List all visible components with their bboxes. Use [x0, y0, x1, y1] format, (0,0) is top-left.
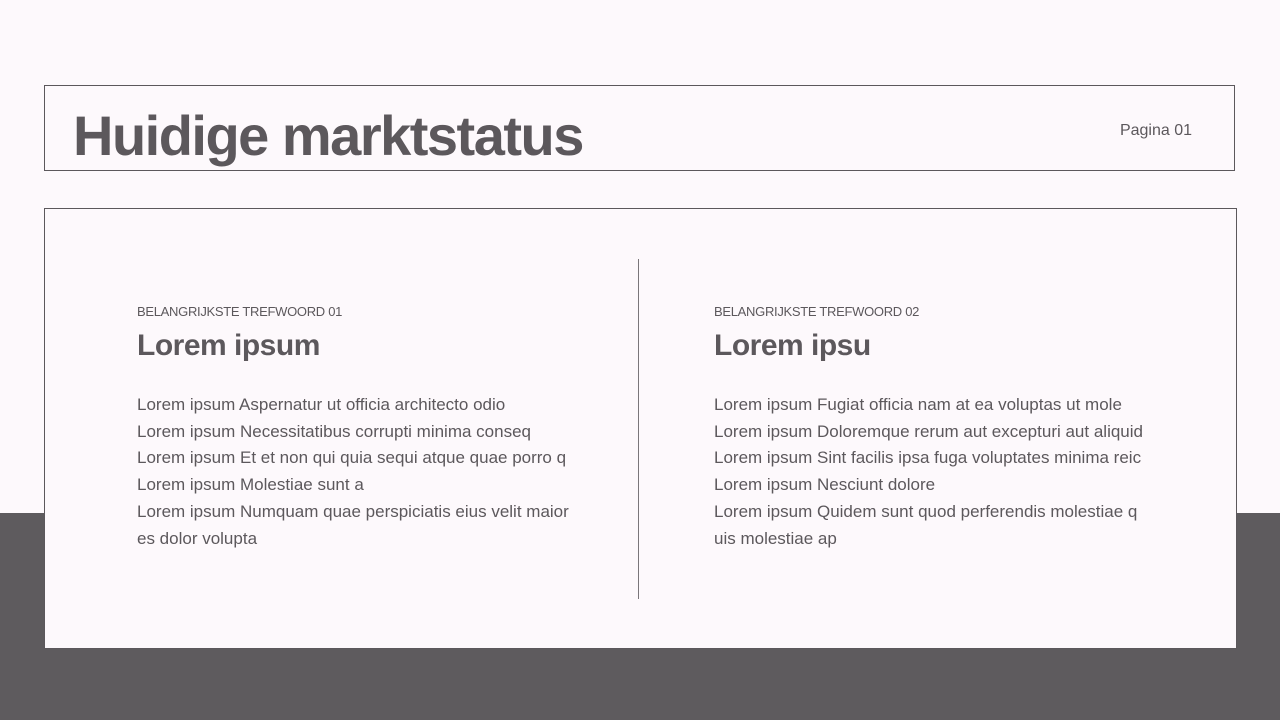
body-line: Lorem ipsum Aspernatur ut officia architecto odio [137, 395, 506, 414]
page-number: Pagina 01 [1119, 122, 1192, 139]
body-line: uis molestiae ap [714, 528, 837, 548]
body-line: Lorem ipsum Sint facilis ipsa fuga voluptates minima reic [714, 448, 1142, 468]
column-heading: Lorem ipsum [137, 329, 320, 362]
column-heading: Lorem ipsu [714, 329, 871, 362]
keyword-column-2 [714, 304, 1164, 552]
body-line: Lorem ipsum Quidem sunt quod perferendis molestiae q [714, 501, 1138, 521]
body-line: Lorem ipsum Doloremque rerum aut excepturi aut aliquid [714, 421, 1143, 441]
column-kicker: BELANGRIJKSTE TREFWOORD 02 [714, 304, 920, 319]
column-divider [638, 259, 639, 599]
body-line: Lorem ipsum Numquam quae perspiciatis eius velit maior [137, 501, 569, 521]
column-body-text [137, 392, 582, 552]
content-panel [44, 208, 1237, 649]
body-line: Lorem ipsum Necessitatibus corrupti minima conseq [137, 421, 531, 441]
body-line: Lorem ipsum Nesciunt dolore [714, 475, 936, 495]
column-body-text [714, 392, 1159, 552]
body-line: Lorem ipsum Molestiae sunt a [137, 475, 364, 495]
column-kicker: BELANGRIJKSTE TREFWOORD 01 [137, 304, 343, 319]
page-title: Huidige marktstatus [73, 104, 583, 167]
title-header-box [44, 85, 1235, 171]
body-line: Lorem ipsum Et et non qui quia sequi atque quae porro q [137, 448, 567, 468]
keyword-column-1 [137, 304, 587, 552]
body-line: Lorem ipsum Fugiat officia nam at ea voluptas ut mole [714, 395, 1122, 414]
body-line: es dolor volupta [137, 528, 258, 548]
